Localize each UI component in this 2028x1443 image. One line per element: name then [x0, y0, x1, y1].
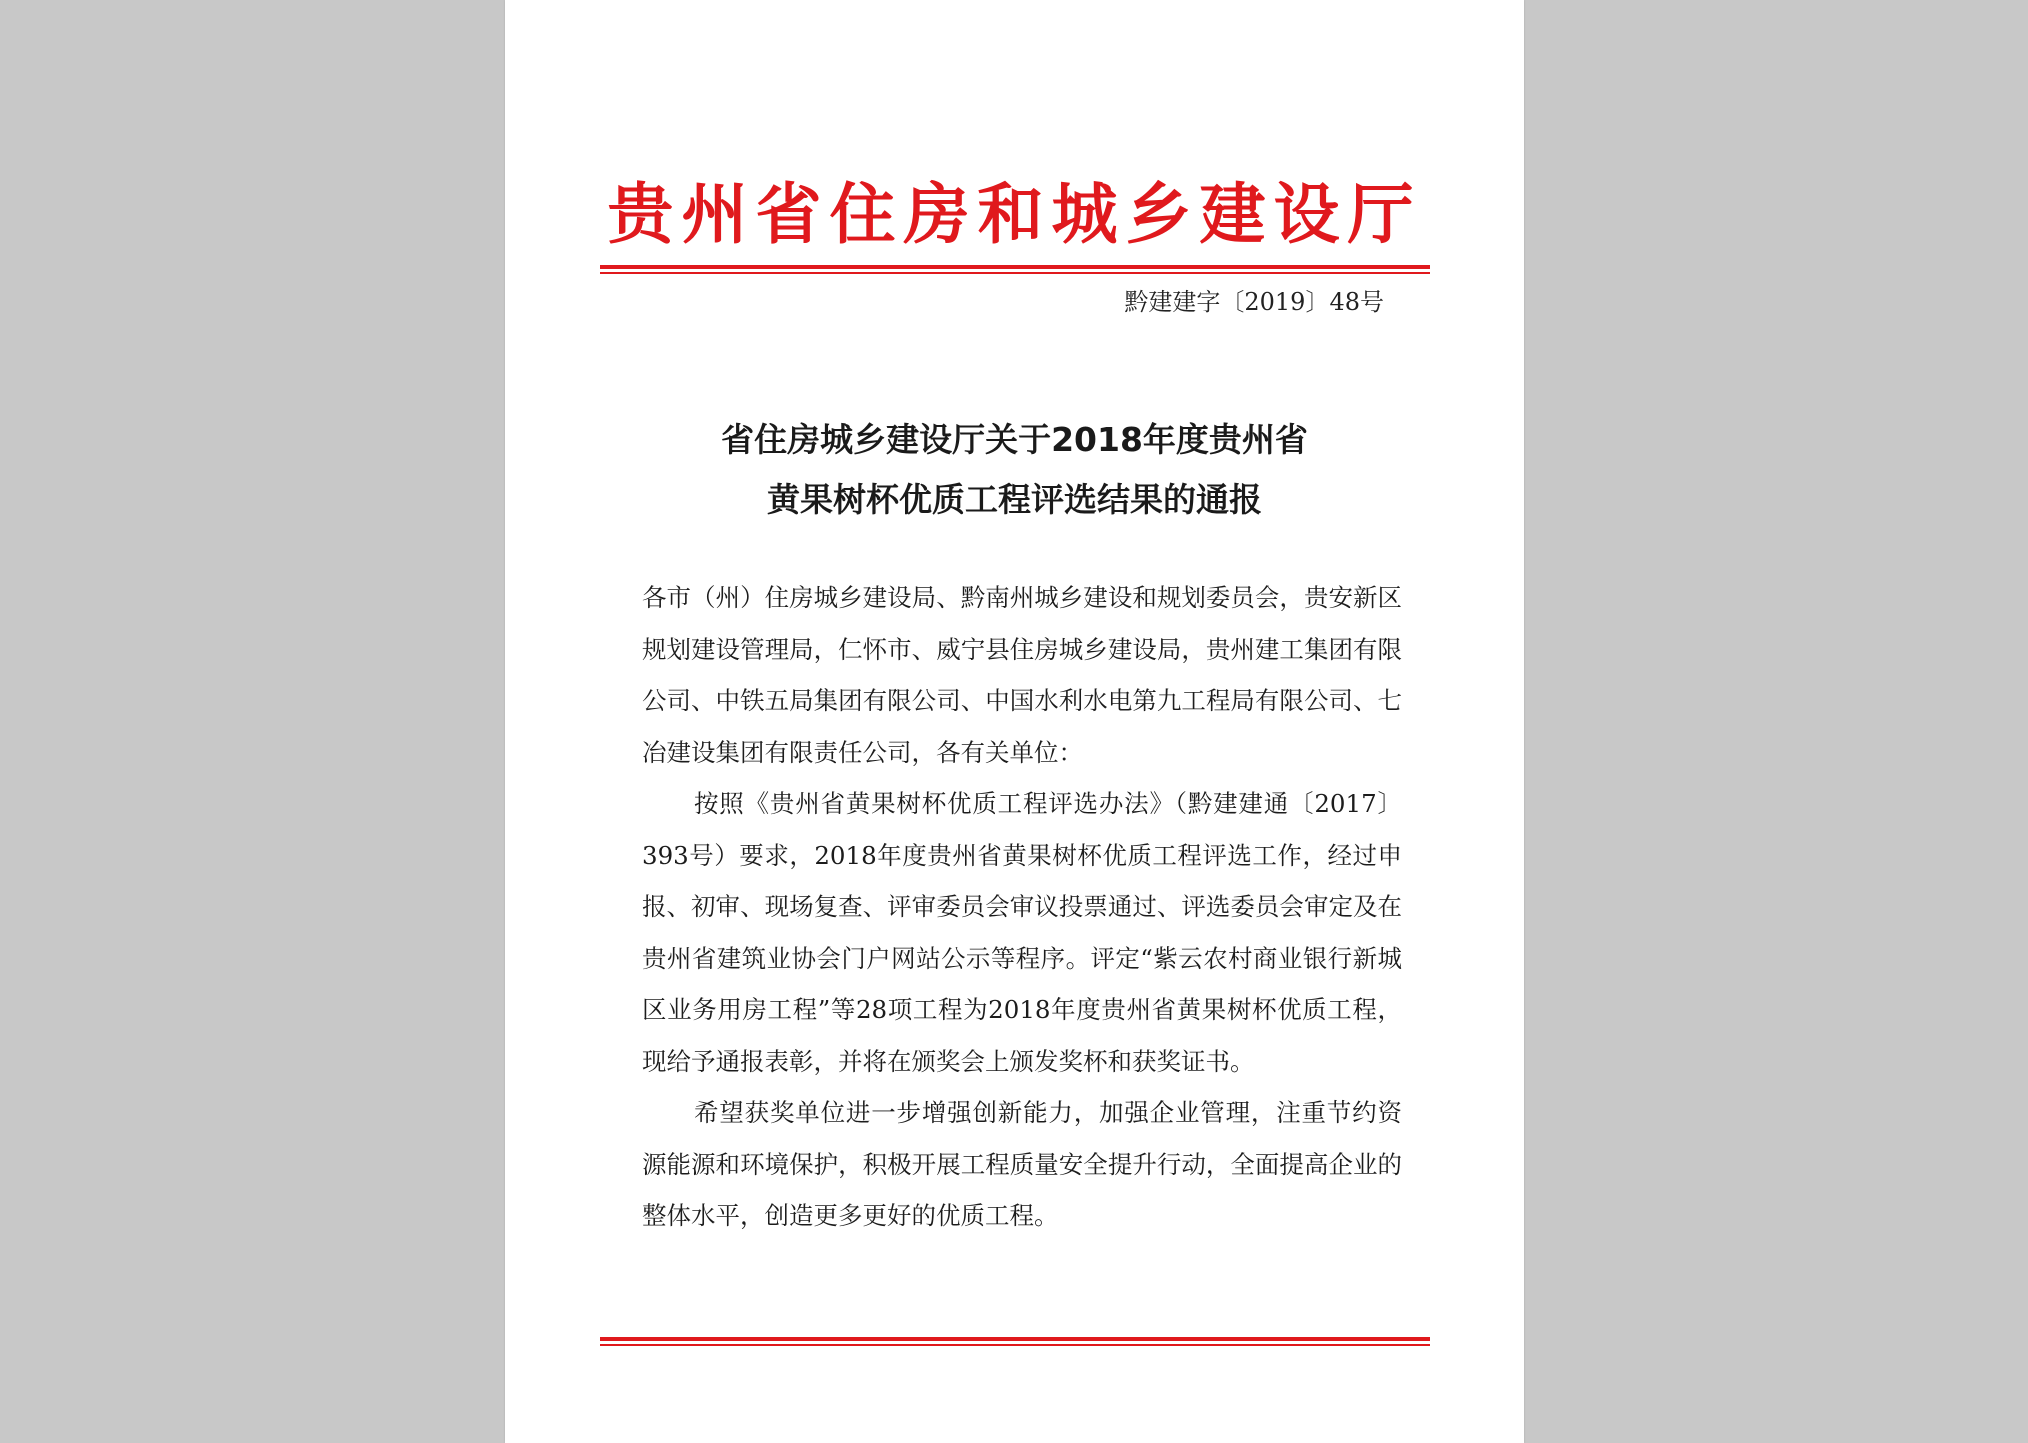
document-body [642, 572, 1402, 1242]
document-title-line-2: 黄果树杯优质工程评选结果的通报 [767, 480, 1262, 519]
footer-rule-thick [600, 1337, 1430, 1341]
body-paragraph-1: 按照《贵州省黄果树杯优质工程评选办法》（黔建建通〔2017〕393号）要求，2018年度贵州省黄果树杯优质工程评选工作，经过申报、初审、现场复查、评审委员会审议投票通过、评选委员会审定及在贵州省建筑业协会门户网站公示等程序。评定“紫云农村商业银行新城区业务用房工程”等28项工程为2018年度贵州省黄果树杯优质工程，现给予通报表彰，并将在颁奖会上颁发奖杯和获奖证书。 [642, 789, 1402, 1076]
agency-letterhead: 贵州省住房和城乡建设厅 [607, 176, 1422, 253]
document-title-line-1: 省住房城乡建设厅关于2018年度贵州省 [721, 420, 1308, 459]
body-paragraph-2: 希望获奖单位进一步增强创新能力，加强企业管理，注重节约资源能源和环境保护，积极开展工程质量安全提升行动，全面提高企业的整体水平，创造更多更好的优质工程。 [642, 1098, 1402, 1230]
letterhead-rule-thin [600, 272, 1430, 274]
footer-rule-thin [600, 1344, 1430, 1346]
document-number: 黔建建字〔2019〕48号 [1124, 288, 1384, 316]
letterhead-rule-thick [600, 265, 1430, 269]
document-page [505, 0, 1524, 1443]
addressee-paragraph: 各市（州）住房城乡建设局、黔南州城乡建设和规划委员会，贵安新区规划建设管理局，仁怀市、威宁县住房城乡建设局，贵州建工集团有限公司、中铁五局集团有限公司、中国水利水电第九工程局有限公司、七冶建设集团有限责任公司，各有关单位： [642, 583, 1402, 767]
